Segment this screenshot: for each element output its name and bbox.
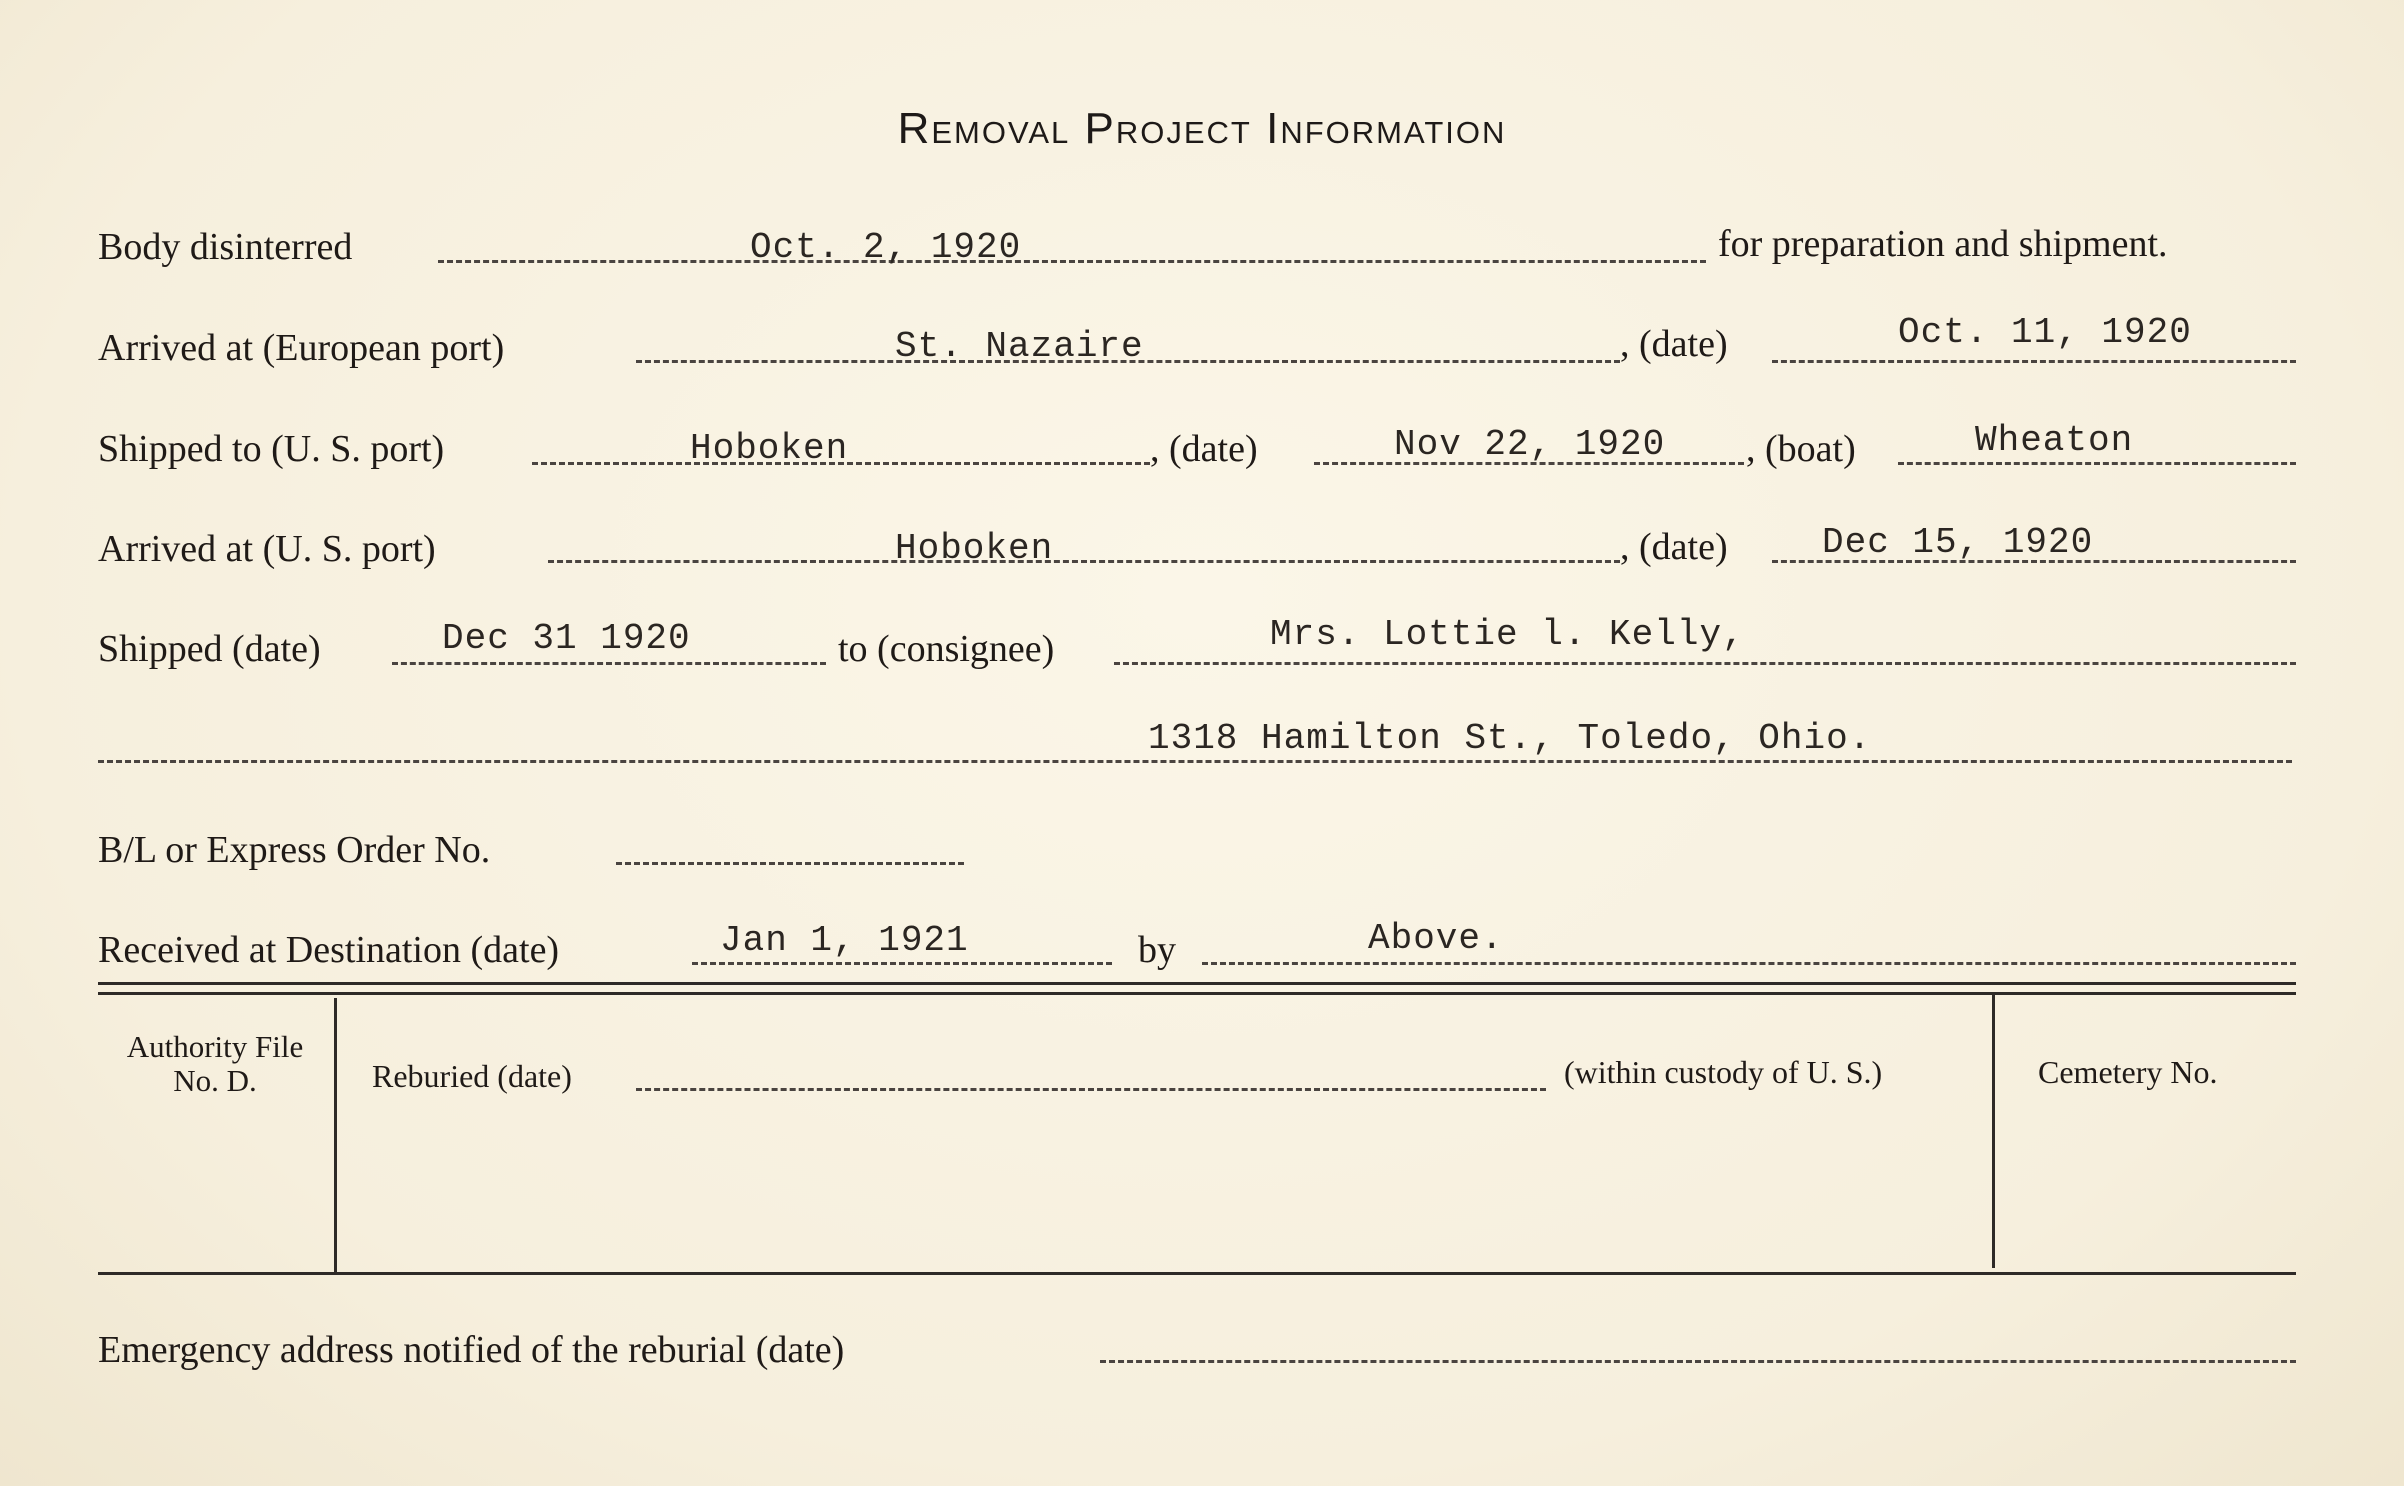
body-disinterred-value: Oct. 2, 1920 (750, 227, 1022, 268)
arrived-us-port-line (548, 560, 1620, 563)
table-bottom-rule (98, 1272, 2296, 1275)
arrived-us-port-label: Arrived at (U. S. port) (98, 528, 436, 570)
shipped-date-label: Shipped (date) (98, 628, 321, 670)
arrived-european-date-label: , (date) (1620, 323, 1728, 365)
authority-file-label: Authority File No. D. (126, 1029, 304, 1098)
table-top-rule-2 (98, 992, 2296, 995)
arrived-european-port-label: Arrived at (European port) (98, 327, 505, 369)
arrived-us-date-value: Dec 15, 1920 (1822, 522, 2094, 563)
consignee-address-value: 1318 Hamilton St., Toledo, Ohio. (1148, 718, 1872, 759)
received-destination-label: Received at Destination (date) (98, 929, 560, 971)
bl-express-order-line (616, 862, 964, 865)
shipped-us-port-label: Shipped to (U. S. port) (98, 428, 445, 470)
custody-label: (within custody of U. S.) (1564, 1054, 1883, 1090)
emergency-address-line (1100, 1360, 2296, 1363)
shipped-date-value: Dec 31 1920 (442, 618, 691, 659)
received-by-value: Above. (1368, 918, 1504, 959)
boat-line (1898, 462, 2296, 465)
shipped-us-date-value: Nov 22, 1920 (1394, 424, 1666, 465)
shipped-date-line (392, 662, 826, 665)
form-title: Removal Project Information (897, 104, 1507, 153)
shipped-us-date-label: , (date) (1150, 428, 1258, 470)
cemetery-number-label: Cemetery No. (2038, 1054, 2218, 1090)
arrived-european-port-value: St. Nazaire (895, 326, 1144, 367)
body-disinterred-label: Body disinterred (98, 226, 353, 268)
consignee-value: Mrs. Lottie l. Kelly, (1270, 614, 1745, 655)
arrived-us-date-label: , (date) (1620, 526, 1728, 568)
received-by-line (1202, 962, 2296, 965)
reburied-label: Reburied (date) (372, 1058, 572, 1094)
reburied-line (636, 1088, 1546, 1091)
arrived-european-date-value: Oct. 11, 1920 (1898, 312, 2192, 353)
consignee-label: to (consignee) (838, 628, 1055, 670)
received-destination-value: Jan 1, 1921 (720, 920, 969, 961)
received-destination-line (692, 962, 1112, 965)
arrived-us-port-value: Hoboken (895, 528, 1054, 569)
table-divider-left (334, 998, 337, 1274)
table-divider-right (1992, 994, 1995, 1268)
table-top-rule (98, 982, 2296, 985)
boat-value: Wheaton (1975, 420, 2134, 461)
boat-label: , (boat) (1746, 428, 1856, 470)
consignee-line (1114, 662, 2296, 665)
emergency-address-label: Emergency address notified of the reburial (date) (98, 1329, 845, 1371)
shipped-us-port-value: Hoboken (690, 428, 849, 469)
arrived-european-date-line (1772, 360, 2296, 363)
consignee-address-line (98, 760, 2292, 763)
bl-express-order-label: B/L or Express Order No. (98, 829, 491, 871)
body-disinterred-line (438, 260, 1706, 263)
received-by-label: by (1138, 929, 1176, 971)
body-disinterred-suffix: for preparation and shipment. (1718, 223, 2168, 265)
